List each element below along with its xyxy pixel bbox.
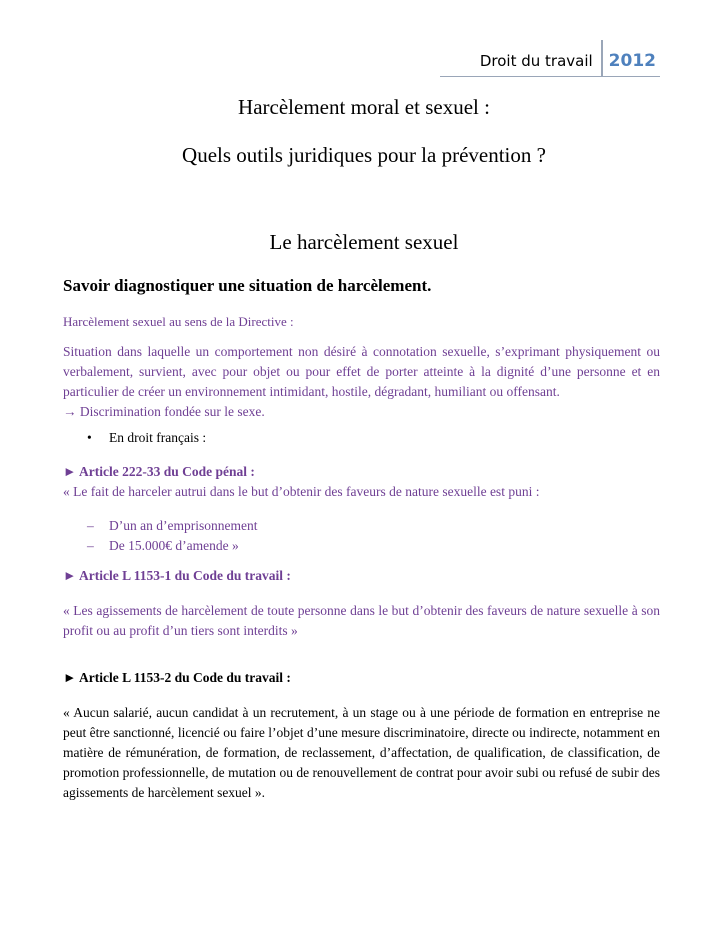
article-l1153-2-quote: « Aucun salarié, aucun candidat à un recrutement, à un stage ou à une période de formation en entreprise ne peut être sanctionné, licencié ou faire l’objet d’une mesure discriminatoire, directe ou indirecte, notamment en matière de rémunération, de formation, de reclassement, d’affectation, de qualification, de classification, de promotion professionnelle, de mutation ou de renouvellement de contrat pour avoir subi ou refusé de subir des agissements de harcèlement sexuel ». [63, 705, 660, 800]
article-l1153-1-title: ► Article L 1153-1 du Code du travail : [63, 568, 291, 583]
article-l1153-2-title: ► Article L 1153-2 du Code du travail : [63, 670, 291, 685]
directive-label: Harcèlement sexuel au sens de la Directive : [63, 314, 294, 329]
article-222-33-quote: « Le fait de harceler autrui dans le but d’obtenir des faveurs de nature sexuelle est puni : [63, 484, 540, 499]
header-rule [440, 76, 660, 77]
directive-text: Situation dans laquelle un comportement non désiré à connotation sexuelle, s’exprimant physiquement ou verbalement, survient, avec pour objet ou pour effet de porter atteinte à la dignité d’une personne et en particulier de créer un environnement intimidant, hostile, dégradant, humiliant ou offensant. [63, 344, 660, 399]
section-title: Le harcèlement sexuel [269, 230, 459, 254]
penalty-item-2 [87, 538, 239, 554]
bullet-icon: • [87, 430, 92, 445]
article-l1153-1-quote: « Les agissements de harcèlement de toute personne dans le but d’obtenir des faveurs de nature sexuelle à son profit ou au profit d’un tiers sont interdits » [63, 603, 660, 638]
bullet-text: En droit français : [109, 430, 207, 445]
directive-arrow: → Discrimination fondée sur le sexe. [63, 404, 265, 419]
subtitle: Quels outils juridiques pour la prévention ? [182, 143, 546, 167]
penalty-item-1 [87, 518, 257, 534]
dash-icon: – [87, 518, 94, 533]
article-222-33-title: ► Article 222-33 du Code pénal : [63, 464, 255, 479]
penalty-text-2: De 15.000€ d’amende » [109, 538, 239, 553]
bullet-item [87, 430, 206, 446]
diagnostic-heading: Savoir diagnostiquer une situation de harcèlement. [63, 276, 432, 295]
page-header [480, 40, 660, 76]
dash-icon: – [87, 538, 94, 553]
directive-definition [63, 342, 660, 422]
header-year: 2012 [608, 51, 656, 71]
main-title: Harcèlement moral et sexuel : [238, 95, 490, 119]
penalty-text-1: D’un an d’emprisonnement [109, 518, 258, 533]
header-title: Droit du travail [479, 52, 593, 70]
